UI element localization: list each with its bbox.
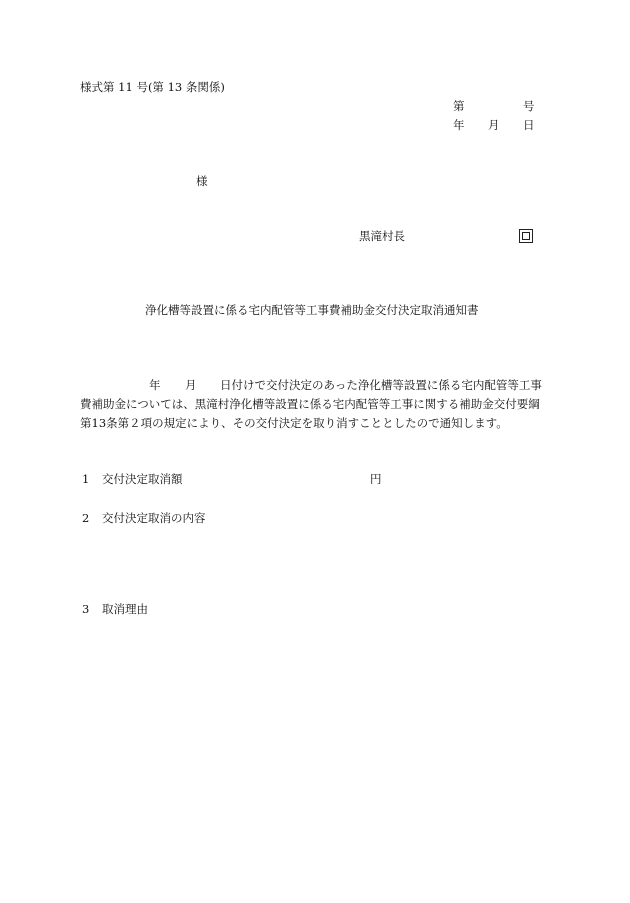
- item-2-number: 2: [82, 511, 90, 525]
- form-header: 様式第 11 号(第 13 条関係): [80, 80, 225, 94]
- body-year: 年: [149, 378, 161, 392]
- body-line3: 第13条第２項の規定により、その交付決定を取り消すこととしたので通知します。: [80, 416, 508, 430]
- date-month: 月: [488, 118, 500, 132]
- item-2-label: 交付決定取消の内容: [102, 511, 206, 525]
- body-line1-rest: 日付けで交付決定のあった浄化槽等設置に係る宅内配管等工事: [220, 378, 542, 392]
- seal-inner-box: [522, 232, 530, 240]
- body-line2: 費補助金については、黒滝村浄化槽等設置に係る宅内配管等工事に関する補助金交付要綱: [80, 397, 540, 411]
- date-day: 日: [523, 118, 535, 132]
- seal-mark: [519, 229, 533, 243]
- body-month: 月: [185, 378, 197, 392]
- document-title: 浄化槽等設置に係る宅内配管等工事費補助金交付決定取消通知書: [145, 303, 479, 317]
- number-prefix: 第: [453, 99, 465, 113]
- sender-name: 黒滝村長: [359, 229, 405, 243]
- item-1-number: 1: [82, 472, 90, 486]
- item-3-label: 取消理由: [102, 602, 148, 616]
- addressee-suffix: 様: [196, 174, 208, 188]
- date-year: 年: [453, 118, 465, 132]
- item-3-number: 3: [82, 602, 90, 616]
- item-1-unit: 円: [370, 472, 382, 486]
- number-suffix: 号: [523, 99, 535, 113]
- item-1-label: 交付決定取消額: [102, 472, 183, 486]
